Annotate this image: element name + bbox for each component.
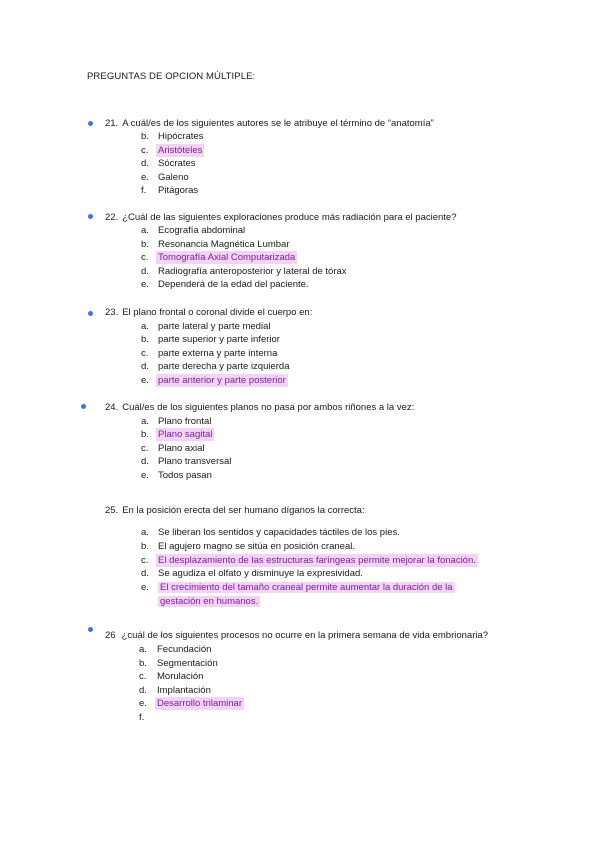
option-letter: b. [141,429,149,440]
option-text: Pitágoras [158,185,199,196]
option-text: Implantación [157,684,211,696]
option-text: Se liberan los sentidos y capacidades táctiles de los pies. [158,527,400,538]
bullet-dot [88,627,93,632]
question-number: 26 [105,630,116,641]
option-text: Segmentación [157,657,218,669]
question-stem [105,306,312,319]
question-text: ¿cuál de los siguientes procesos no ocurre en la primera semana de vida embrionaria? [121,630,489,641]
page-heading: PREGUNTAS DE OPCION MÚLTIPLE: [87,71,256,82]
option-letter: a. [141,415,149,427]
option-letter: f. [139,711,145,723]
option-text: parte superior y parte inferior [158,334,280,345]
option-letter: d. [141,361,149,372]
question-number: 23. [105,307,119,318]
option-letter: c. [141,144,149,156]
question-text: A cuál/es de los siguientes autores se le atribuye el término de “anatomía” [122,118,434,129]
question-stem [105,504,365,517]
option-letter: f. [141,185,147,196]
option-letter: b. [139,657,147,669]
option-letter: a. [141,527,149,538]
option-text: Fecundación [157,644,212,655]
option-text-highlighted: Desarrollo trilaminar [157,698,242,709]
option-letter: c. [141,347,149,359]
option-letter: a. [141,225,149,236]
highlight-span: El crecimiento del tamaño craneal permite aumentar la duración de la gestación en humanos. [160,581,453,607]
question-number: 22. [105,212,119,223]
option-letter: d. [141,456,149,467]
bullet-dot [81,404,86,409]
question-text: ¿Cuál de las siguientes exploraciones produce más radiación para el paciente? [122,212,457,223]
option-text: Todos pasan [158,469,212,481]
question-stem [105,211,457,224]
option-letter: a. [139,644,147,655]
option-letter: e. [141,469,149,481]
question-number: 25. [105,505,119,516]
option-text: Galeno [158,171,189,183]
option-letter: d. [139,684,147,696]
option-letter: b. [141,131,149,142]
option-letter: b. [141,541,149,552]
option-letter: e. [141,581,149,593]
option-letter: c. [141,442,149,454]
option-text: Se agudiza el olfato y disminuye la expresividad. [158,568,363,579]
question-number: 21. [105,118,119,129]
option-letter: d. [141,568,149,579]
option-text-highlighted: Tomografía Axial Computarizada [158,252,296,263]
option-letter: a. [141,320,149,332]
option-letter: e. [141,171,149,183]
question-text: El plano frontal o coronal divide el cuerpo en: [122,307,313,318]
bullet-dot [88,311,93,316]
option-letter: e. [141,374,149,386]
option-text: Sócrates [158,158,196,169]
option-text-highlighted: Aristóteles [158,144,203,156]
option-text: Resonancia Magnética Lumbar [158,238,290,250]
option-text-highlighted: Plano sagital [158,429,213,440]
option-letter: c. [141,554,149,566]
option-text: Plano transversal [158,456,232,467]
option-text: Hipócrates [158,131,204,142]
option-text-highlighted [156,581,480,609]
option-letter: d. [141,265,149,277]
option-letter: b. [141,238,149,250]
option-letter: c. [139,671,147,682]
option-text: Plano axial [158,442,205,454]
option-letter: d. [141,158,149,169]
option-text: Dependerá de la edad del paciente. [158,279,309,290]
option-letter: b. [141,334,149,345]
option-text: Ecografía abdominal [158,225,246,236]
question-stem [105,117,434,130]
option-text-highlighted: parte anterior y parte posterior [158,374,286,386]
option-letter: e. [139,698,147,709]
option-text: parte derecha y parte izquierda [158,361,290,372]
option-text: parte externa y parte interna [158,347,278,359]
question-text: Cuál/es de los siguientes planos no pasa por ambos riñones a la vez: [122,402,415,413]
question-stem [105,629,488,642]
bullet-dot [88,121,93,126]
option-text: parte lateral y parte medial [158,320,271,332]
option-text: Morulación [157,671,204,682]
question-number: 24. [105,402,119,413]
option-text: El agujero magno se sitúa en posición craneal. [158,541,355,552]
bullet-dot [88,214,93,219]
question-text: En la posición erecta del ser humano díganos la correcta: [122,505,365,516]
option-text: Plano frontal [158,415,212,427]
option-text-highlighted: El desplazamiento de las estructuras faríngeas permite mejorar la fonación. [158,554,476,566]
option-letter: e. [141,279,149,290]
option-letter: c. [141,252,149,263]
option-text: Radiografía anteroposterior y lateral de tórax [158,265,347,277]
question-stem [105,401,414,414]
